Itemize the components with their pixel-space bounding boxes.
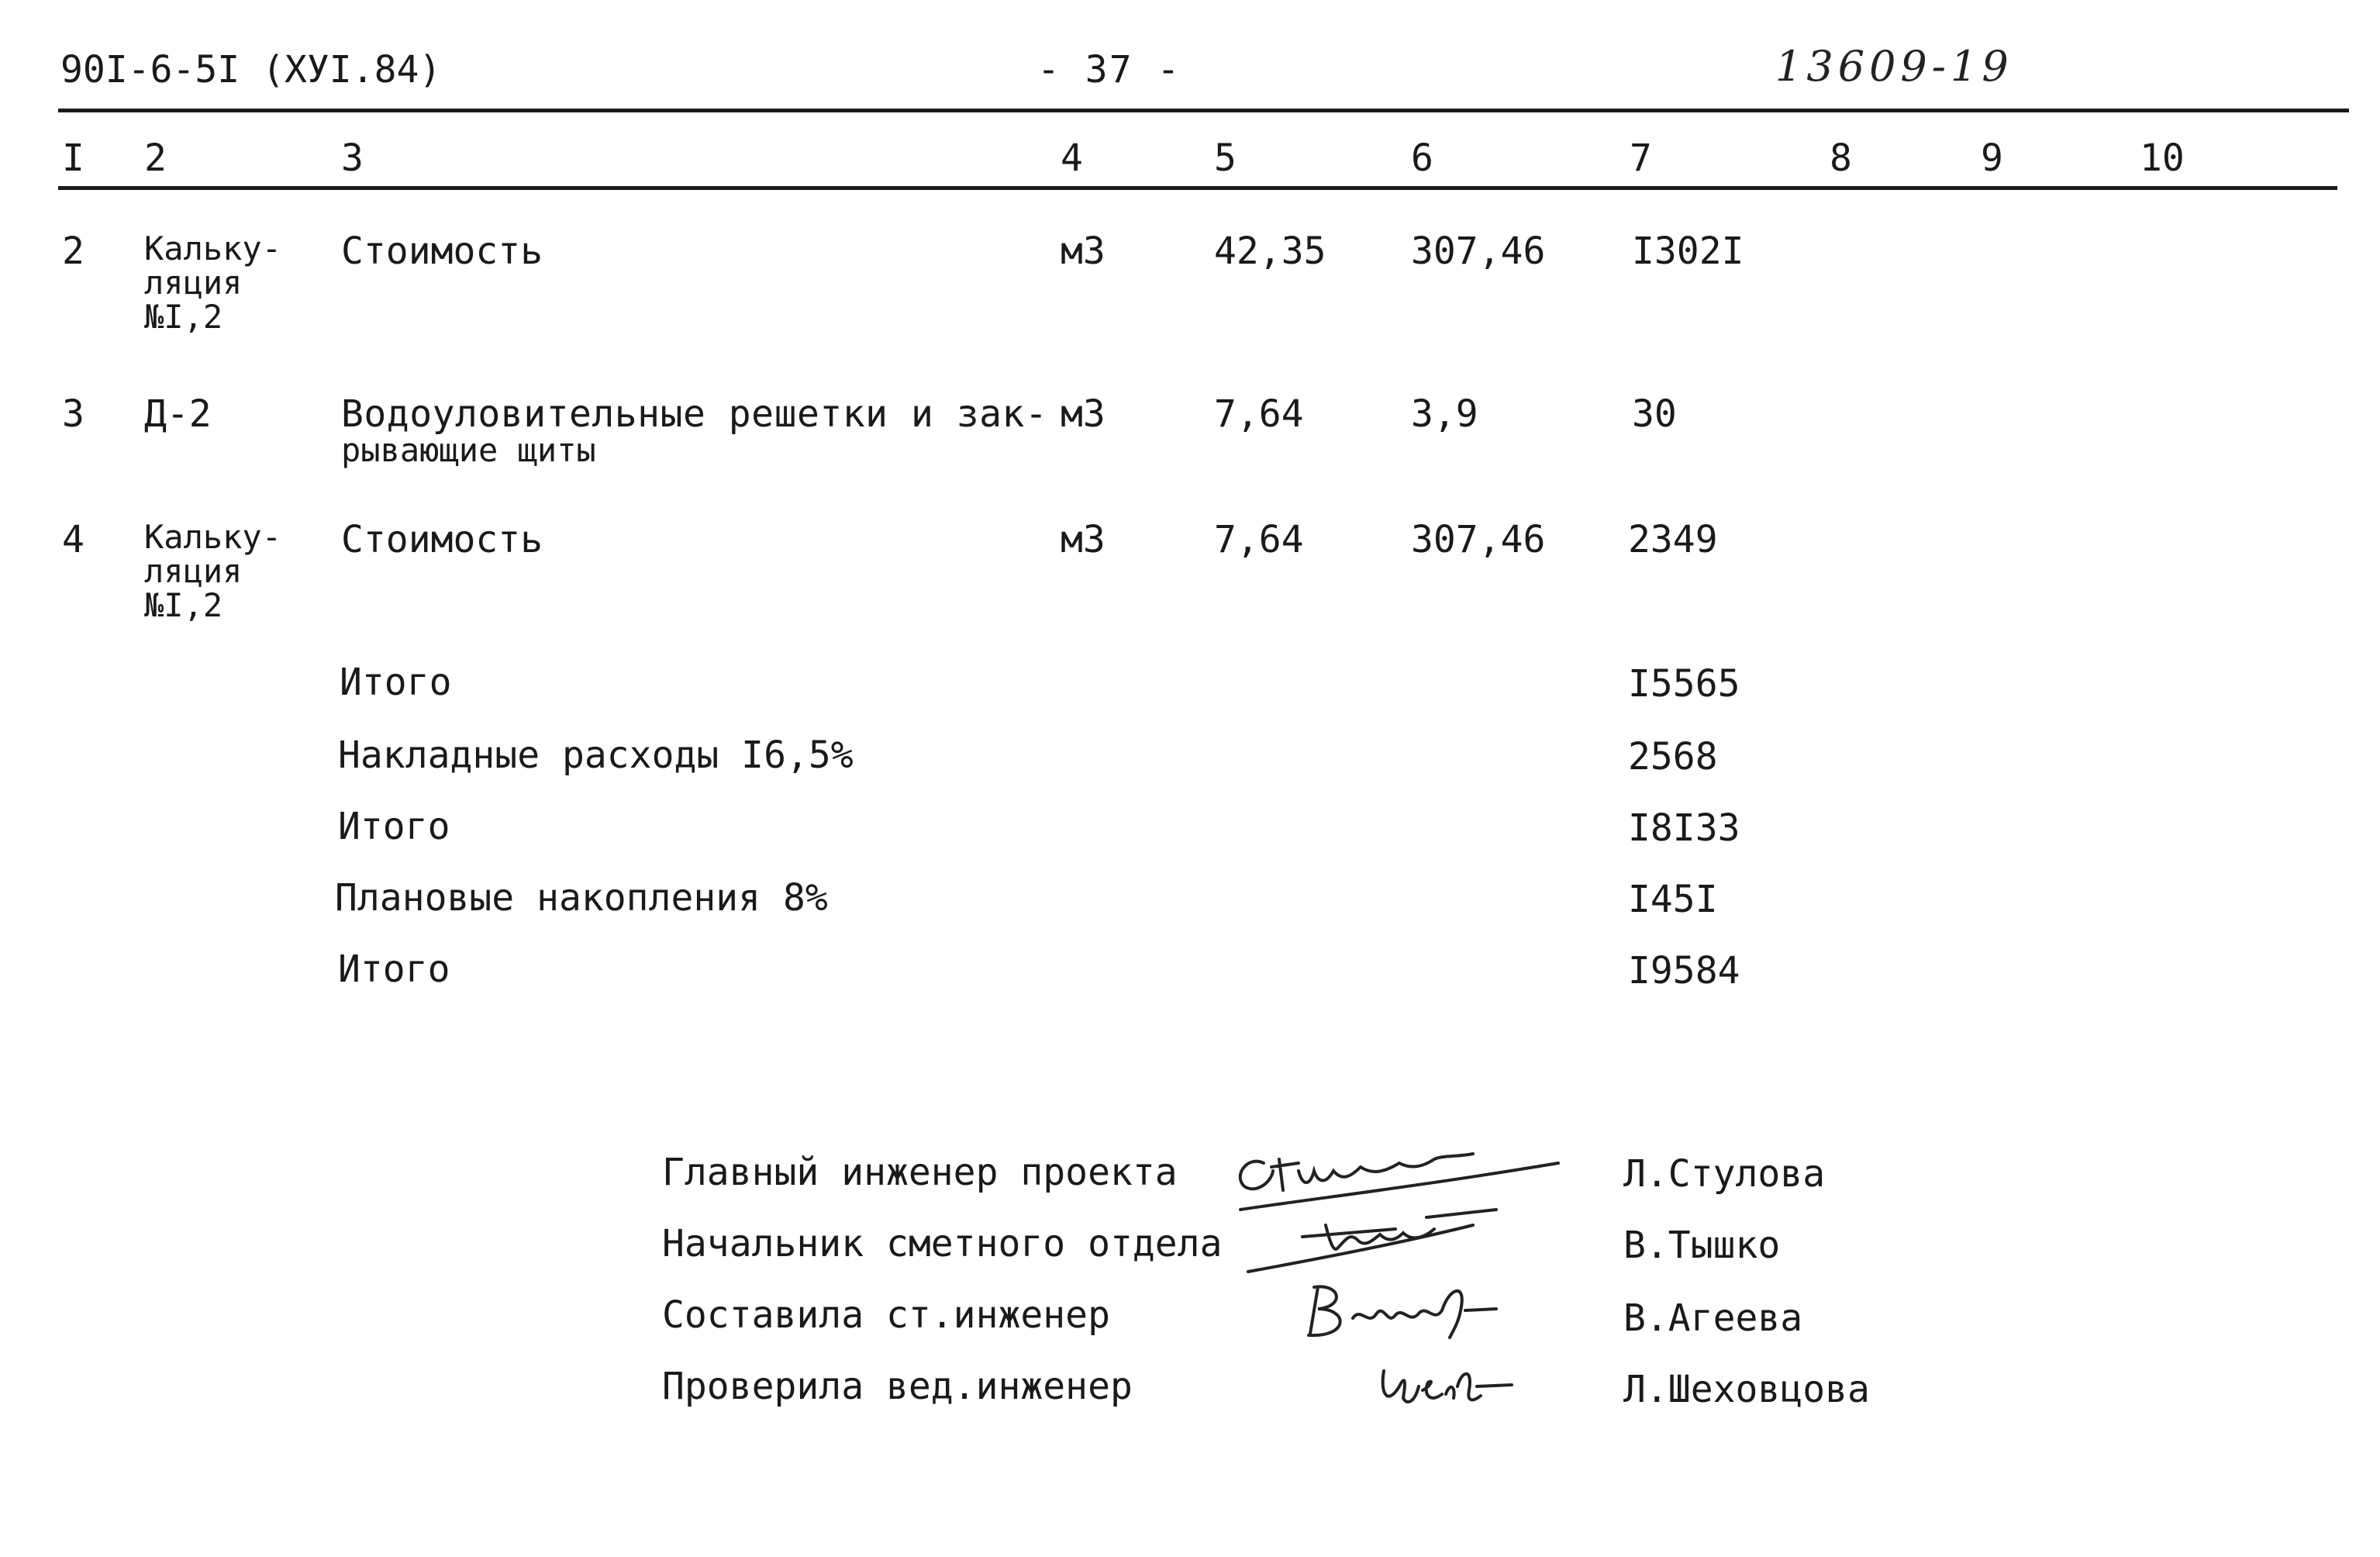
- basis-line: Кальку-: [144, 230, 282, 268]
- basis-line: ляция: [144, 552, 243, 590]
- item-name: Водоуловительные решетки и зак-: [341, 392, 1048, 436]
- page-number: - 37 -: [1037, 48, 1181, 91]
- column-header-6: 6: [1411, 136, 1433, 180]
- basis-line: №I,2: [144, 586, 223, 624]
- basis-line: Кальку-: [144, 518, 282, 556]
- summary-label: Плановые накопления 8%: [335, 876, 828, 920]
- quantity: 42,35: [1214, 230, 1326, 273]
- handwritten-signature-icon: [1372, 1340, 1527, 1417]
- unit-price: 3,9: [1411, 392, 1478, 436]
- summary-label: Накладные расходы I6,5%: [338, 734, 854, 777]
- item-name: рывающие щиты: [341, 431, 596, 469]
- column-header-1: I: [62, 136, 85, 180]
- unit: м3: [1061, 230, 1105, 273]
- row-number: 4: [62, 518, 85, 561]
- summary-value: 2568: [1628, 735, 1718, 778]
- signatory-name: Л.Шеховцова: [1623, 1368, 1870, 1411]
- unit-price: 307,46: [1411, 518, 1546, 561]
- total-cost: I302I: [1632, 230, 1744, 273]
- column-header-5: 5: [1214, 136, 1237, 180]
- signatory-role: Начальник сметного отдела: [662, 1222, 1223, 1265]
- total-cost: 30: [1632, 392, 1677, 436]
- basis-line: ляция: [144, 264, 243, 302]
- summary-label: Итого: [338, 805, 450, 848]
- quantity: 7,64: [1214, 518, 1304, 561]
- unit-price: 307,46: [1411, 230, 1546, 273]
- column-header-rule: [58, 186, 2337, 190]
- column-header-7: 7: [1630, 136, 1652, 180]
- column-header-3: 3: [341, 136, 364, 180]
- summary-label: Итого: [338, 948, 450, 991]
- signatory-name: В.Агеева: [1623, 1296, 1803, 1340]
- handwritten-signature-icon: [1287, 1264, 1535, 1349]
- summary-value: I45I: [1628, 878, 1718, 921]
- column-header-4: 4: [1061, 136, 1083, 180]
- quantity: 7,64: [1214, 392, 1304, 436]
- summary-value: I8I33: [1628, 806, 1740, 850]
- signatory-name: В.Тышко: [1623, 1224, 1781, 1267]
- summary-value: I5565: [1628, 662, 1740, 706]
- item-name: Стоимость: [341, 518, 543, 561]
- column-header-9: 9: [1981, 136, 2003, 180]
- signatory-role: Проверила вед.инженер: [662, 1365, 1133, 1408]
- inventory-number: 13609-19: [1775, 42, 2013, 91]
- item-name: Стоимость: [341, 230, 543, 273]
- document-code: 90I-6-5I (XУI.84): [60, 48, 442, 91]
- unit: м3: [1061, 518, 1105, 561]
- total-cost: 2349: [1628, 518, 1718, 561]
- row-number: 2: [62, 230, 85, 273]
- row-number: 3: [62, 392, 85, 436]
- column-header-8: 8: [1830, 136, 1852, 180]
- top-rule: [58, 109, 2349, 112]
- unit: м3: [1061, 392, 1105, 436]
- signatory-role: Составила ст.инженер: [662, 1293, 1110, 1337]
- basis-line: №I,2: [144, 298, 223, 336]
- summary-value: I9584: [1628, 949, 1740, 993]
- summary-label: Итого: [340, 661, 452, 704]
- signatory-role: Главный инженер проекта: [662, 1151, 1178, 1194]
- column-header-10: 10: [2140, 136, 2185, 180]
- column-header-2: 2: [144, 136, 167, 180]
- basis-line: Д-2: [144, 392, 212, 436]
- signatory-name: Л.Стулова: [1623, 1152, 1826, 1196]
